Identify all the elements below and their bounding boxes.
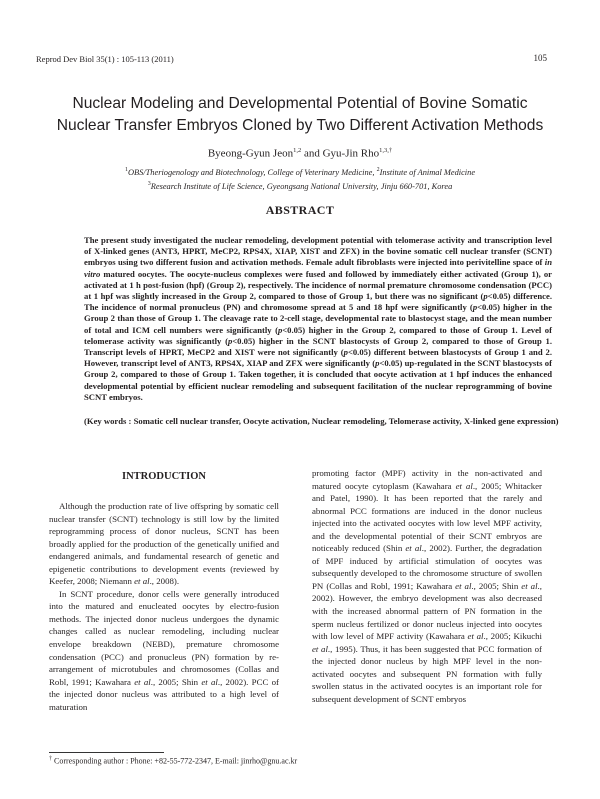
affiliation-line-2 xyxy=(40,181,560,191)
affiliation-mark-2: 2 xyxy=(376,167,380,173)
title-line-2: Nuclear Transfer Embryos Cloned by Two Different Activation Methods xyxy=(56,117,544,134)
body-text: Although the production rate of live offspring by somatic cell nuclear transfer (SCNT) technology is still low by the limited reprogramming process of donor nucleus, SCNT has been broadly applied for the production of the genetically unified and endangered animals, and fundamental research of genetic and epigenetic contributions to development events (reviewed by Keefer, 2008; Niemann xyxy=(49,501,279,587)
p-value-symbol: p xyxy=(277,324,283,335)
abstract-text: <0.05) higher in the Group 2, compared to those of Group 1. Level of telomerase activity was significantly ( xyxy=(84,324,552,346)
et-al: et al xyxy=(134,576,150,587)
et-al: et al xyxy=(405,543,422,554)
affiliation-3: Research Institute of Life Science, Gyeongsang National University, Jinju 660-701, Korea xyxy=(150,181,453,191)
abstract-text: <0.05) higher in the Group 2 than those of Group 1. The cleavage rate to 2-cell stage, developmental rate to blastocyst stage, and the mean number of total and ICM cell numbers were significantly ( xyxy=(84,302,552,335)
intro-paragraph-1 xyxy=(49,500,279,588)
p-value-symbol: p xyxy=(483,291,488,302)
author-1-affiliation: 1,2 xyxy=(293,147,302,154)
body-text: ., 2005; Shin xyxy=(150,676,202,687)
author-2-affiliation: 1,3,† xyxy=(379,147,393,154)
body-text: ., 2002). However, the embryo development was also decreased with the increased abnormal pattern of PN formation in the sperm nucleus fertilized or donor nucleus injected into oocytes with low level of MPF activity (Kawahara xyxy=(312,580,542,642)
body-text: In SCNT procedure, donor cells were generally introduced into the matured and enucleated oocytes by electro-fusion methods. The injected donor nucleus undergoes the dynamic changes called as nuclear remodeling, including nuclear envelope breakdown (NEBD), premature chromosome condensation (PCC) and pronucleus (PN) formation by re-arrangement of microtubules and chromosomes (Collas and Robl, 1991; Kawahara xyxy=(49,588,279,687)
affiliation-1: OBS/Theriogenology and Biotechnology, College of Veterinary Medicine, xyxy=(127,167,377,177)
et-al: et al xyxy=(134,676,151,687)
body-text: promoting factor (MPF) activity in the non-activated and matured oocyte cytoplasm (Kawahara xyxy=(312,468,542,491)
p-value-symbol: p xyxy=(472,302,478,313)
body-text: ., 2002). Further, the degradation of MPF induced by artificial stimulation of oocytes was subsequently developed to the chromosome structure of swollen PN (Collas and Robl, 1991; Kawahara xyxy=(312,543,542,591)
body-text: ., 2005; Whitacker and Patel, 1990). It has been reported that the rarely and abnormal PCC formations are induced in the donor nucleus injected into the activated oocytes with low level MPF activity, and the developmental potential of their SCNT embryos are noticeably reduced (Shin xyxy=(312,480,542,554)
abstract-body xyxy=(84,235,552,403)
p-value-symbol: p xyxy=(227,335,233,346)
footnote-divider xyxy=(49,752,164,753)
body-text: ., 2005; Kikuchi xyxy=(483,631,542,642)
author-2: Gyu-Jin Rho xyxy=(322,147,380,160)
body-text: ., 2002). PCC of the injected donor nucleus was attributed to a high level of maturation xyxy=(49,676,280,712)
dagger-mark: † xyxy=(49,756,52,762)
abstract-text: <0.05) difference. The incidence of normal pronucleus (PN) and chromosome spread at 5 and 18 hpf were significantly ( xyxy=(84,291,552,313)
introduction-heading: INTRODUCTION xyxy=(121,471,206,482)
body-text: ., 2005; Shin xyxy=(471,580,522,591)
intro-paragraph-2-continued xyxy=(312,467,542,705)
et-al: et al xyxy=(201,676,218,687)
p-value-symbol: p xyxy=(343,347,348,358)
abstract-text: The present study investigated the nuclear remodeling, development potential with telomerase activity and transcription level of X-linked genes (ANT3, HPRT, MeCP2, RPS4X, XIAP, XIST and ZFX) in the bovine somatic cell nuclear transfer (SCNT) embryos using two different fusion and activation methods. Female adult fibroblasts were injected into perivitelline space of xyxy=(84,235,552,268)
p-value-symbol: p xyxy=(375,358,380,369)
running-head: Reprod Dev Biol 35(1) : 105-113 (2011) xyxy=(36,54,174,64)
et-al: et al xyxy=(455,480,473,491)
abstract-text: <0.05) up-regulated in the SCNT blastocysts of Group 2, compared to those of Group 1. Taken together, it is concluded that oocyte activation at 1 hpf induces the enhanced developmental potential by efficient nuclear remodeling and subsequent facilitation of the nuclear reprogramming of bovine SCNT embryos. xyxy=(84,358,552,402)
affiliation-line-1 xyxy=(40,167,560,177)
body-text: ., 1995). Thus, it has been suggested that PCC formation of the injected donor nucleus by high MPF level in the non-activated oocytes and subsequent PN formation with fully swollen status in the activated oocytes is an important role for subsequent development of SCNT embryos xyxy=(312,643,542,704)
et-al: et al xyxy=(467,631,484,642)
corresponding-author-footnote xyxy=(49,756,297,766)
author-and: and xyxy=(301,147,323,160)
paper-title xyxy=(40,93,560,137)
author-1: Byeong-Gyun Jeon xyxy=(207,147,294,160)
right-column xyxy=(312,467,542,705)
affiliation-mark-1: 1 xyxy=(124,167,128,173)
et-al: et al xyxy=(455,580,472,591)
et-al: et al xyxy=(312,643,328,654)
affiliation-2: Institute of Animal Medicine xyxy=(379,167,476,177)
page-number: 105 xyxy=(533,53,547,63)
keywords: (Key words : Somatic cell nuclear transfer, Oocyte activation, Nuclear remodeling, Telomerase activity, X-linked gene expression) xyxy=(84,416,559,426)
abstract-italic: in vitro xyxy=(84,257,552,279)
intro-paragraph-2 xyxy=(49,588,279,713)
abstract-text: <0.05) higher in the SCNT blastocysts of Group 2, compared to those of Group 1. Transcript levels of HPRT, MeCP2 and XIST were not significantly ( xyxy=(84,335,552,358)
abstract-text: matured oocytes. The oocyte-nucleus complexes were fused and followed by immediately either activated (Group 1), or activated at 1 h post-fusion (hpf) (Group 2), respectively. The incidence of normal premature chromosome condensation (PCC) at 1 hpf was slightly increased in the Group 2, compared to those of Group 1, but there was no significant ( xyxy=(84,268,552,302)
et-al: et al xyxy=(521,580,538,591)
title-line-1: Nuclear Modeling and Developmental Potential of Bovine Somatic xyxy=(72,95,528,112)
affiliation-mark-3: 3 xyxy=(147,181,151,187)
abstract-heading: ABSTRACT xyxy=(265,203,335,217)
abstract-text: <0.05) different between blastocysts of Group 1 and 2. However, transcript level of ANT3, RPS4X, XIAP and ZFX were significantly ( xyxy=(84,347,552,369)
footnote-text: Corresponding author : Phone: +82-55-772-2347, E-mail: jinrho@gnu.ac.kr xyxy=(52,756,298,766)
author-list xyxy=(40,147,560,160)
body-text: ., 2008). xyxy=(149,576,180,587)
left-column xyxy=(49,500,279,713)
